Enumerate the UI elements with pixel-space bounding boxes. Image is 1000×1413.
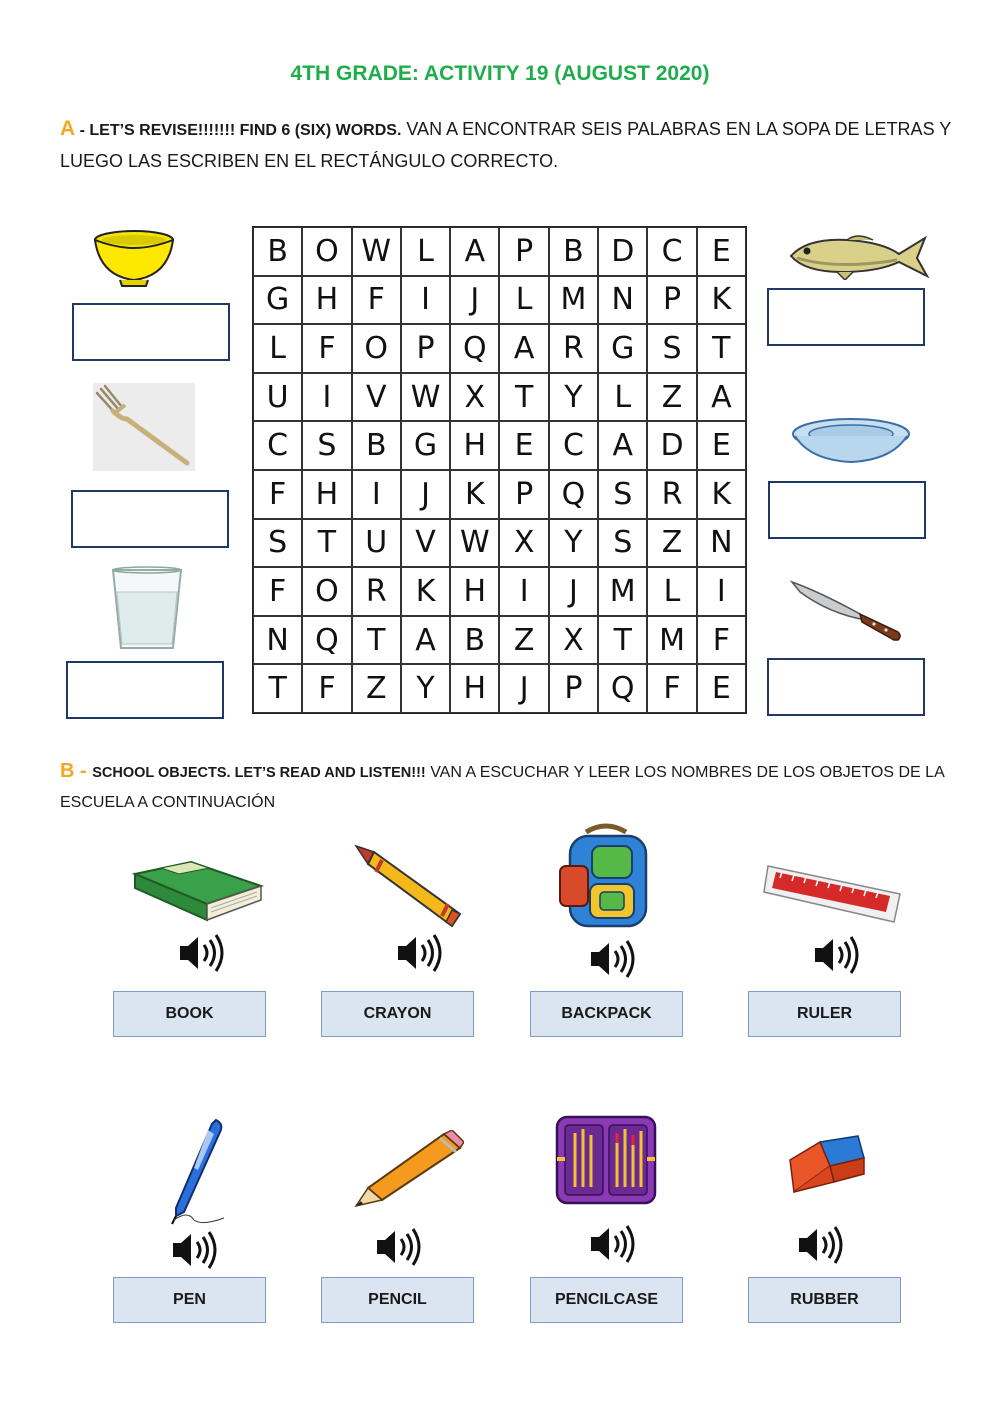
plate-icon — [790, 416, 912, 466]
fork-icon — [93, 383, 195, 471]
section-a-instructions — [60, 113, 960, 177]
grid-cell[interactable]: Y — [549, 519, 598, 568]
label-crayon: CRAYON — [321, 991, 474, 1037]
grid-cell[interactable]: E — [697, 664, 746, 713]
grid-cell[interactable]: P — [499, 470, 548, 519]
grid-cell[interactable]: R — [352, 567, 401, 616]
grid-cell[interactable]: C — [253, 421, 302, 470]
section-a-text: VAN A ENCONTRAR SEIS PALABRAS EN LA SOPA DE LETRAS Y LUEGO LAS ESCRIBEN EN EL RECTÁNGULO CORRECTO. — [60, 119, 951, 171]
grid-cell[interactable]: O — [302, 227, 351, 276]
grid-cell[interactable]: H — [302, 470, 351, 519]
grid-cell[interactable]: M — [598, 567, 647, 616]
grid-cell[interactable]: P — [647, 276, 696, 325]
pen-icon — [168, 1116, 228, 1226]
grid-cell[interactable]: G — [253, 276, 302, 325]
grid-cell[interactable]: F — [352, 276, 401, 325]
grid-cell[interactable]: X — [450, 373, 499, 422]
grid-cell[interactable]: L — [598, 373, 647, 422]
book-icon — [131, 858, 265, 924]
label-rubber: RUBBER — [748, 1277, 901, 1323]
grid-cell[interactable]: Z — [647, 373, 696, 422]
speaker-icon-pen[interactable] — [171, 1230, 219, 1270]
grid-cell[interactable]: Z — [352, 664, 401, 713]
section-a-letter: A — [60, 117, 76, 140]
grid-cell[interactable]: H — [450, 421, 499, 470]
answer-box-fish[interactable] — [767, 288, 925, 346]
grid-cell[interactable]: S — [647, 324, 696, 373]
bowl-icon — [92, 226, 176, 290]
pencil-icon — [352, 1130, 464, 1208]
grid-cell[interactable]: T — [598, 616, 647, 665]
section-a-heading: - LET’S REVISE!!!!!!! FIND 6 (SIX) WORDS. — [75, 122, 402, 139]
grid-cell[interactable]: V — [352, 373, 401, 422]
grid-cell[interactable]: F — [302, 324, 351, 373]
grid-cell[interactable]: J — [549, 567, 598, 616]
grid-cell[interactable]: J — [499, 664, 548, 713]
grid-cell[interactable]: R — [647, 470, 696, 519]
speaker-icon-pencil[interactable] — [375, 1227, 423, 1267]
answer-box-knife[interactable] — [767, 658, 925, 716]
grid-cell[interactable]: A — [697, 373, 746, 422]
grid-cell[interactable]: W — [401, 373, 450, 422]
grid-cell[interactable]: B — [450, 616, 499, 665]
grid-cell[interactable]: Q — [549, 470, 598, 519]
grid-cell[interactable]: I — [401, 276, 450, 325]
grid-cell[interactable]: P — [549, 664, 598, 713]
grid-cell[interactable]: M — [549, 276, 598, 325]
grid-cell[interactable]: R — [549, 324, 598, 373]
grid-cell[interactable]: U — [352, 519, 401, 568]
grid-cell[interactable]: K — [450, 470, 499, 519]
grid-cell[interactable]: N — [253, 616, 302, 665]
label-backpack: BACKPACK — [530, 991, 683, 1037]
grid-cell[interactable]: M — [647, 616, 696, 665]
label-ruler: RULER — [748, 991, 901, 1037]
backpack-icon — [556, 822, 658, 930]
grid-cell[interactable]: C — [549, 421, 598, 470]
glass-icon — [110, 566, 184, 652]
grid-cell[interactable]: I — [499, 567, 548, 616]
grid-cell[interactable]: D — [647, 421, 696, 470]
grid-cell[interactable]: L — [499, 276, 548, 325]
grid-cell[interactable]: Z — [499, 616, 548, 665]
answer-box-fork[interactable] — [71, 490, 229, 548]
section-b-dash: - — [74, 760, 93, 782]
grid-cell[interactable]: S — [598, 470, 647, 519]
grid-cell[interactable]: B — [352, 421, 401, 470]
grid-cell[interactable]: W — [352, 227, 401, 276]
grid-cell[interactable]: T — [253, 664, 302, 713]
grid-cell[interactable]: I — [697, 567, 746, 616]
grid-cell[interactable]: Y — [549, 373, 598, 422]
grid-cell[interactable]: O — [352, 324, 401, 373]
grid-cell[interactable]: A — [450, 227, 499, 276]
grid-cell[interactable]: F — [253, 470, 302, 519]
grid-cell[interactable]: K — [697, 276, 746, 325]
grid-cell[interactable]: T — [499, 373, 548, 422]
grid-cell[interactable]: X — [499, 519, 548, 568]
grid-cell[interactable]: S — [253, 519, 302, 568]
grid-cell[interactable]: H — [302, 276, 351, 325]
answer-box-glass[interactable] — [66, 661, 224, 719]
grid-cell[interactable]: G — [401, 421, 450, 470]
label-pencilcase: PENCILCASE — [530, 1277, 683, 1323]
knife-icon — [790, 578, 904, 644]
speaker-icon-ruler[interactable] — [813, 935, 861, 975]
label-book: BOOK — [113, 991, 266, 1037]
page-title: 4TH GRADE: ACTIVITY 19 (AUGUST 2020) — [290, 62, 710, 85]
grid-cell[interactable]: Y — [401, 664, 450, 713]
grid-cell[interactable]: F — [697, 616, 746, 665]
grid-cell[interactable]: H — [450, 567, 499, 616]
label-pencil: PENCIL — [321, 1277, 474, 1323]
grid-cell[interactable]: O — [302, 567, 351, 616]
grid-cell[interactable]: G — [598, 324, 647, 373]
grid-cell[interactable]: J — [401, 470, 450, 519]
grid-cell[interactable]: S — [302, 421, 351, 470]
grid-cell[interactable]: X — [549, 616, 598, 665]
grid-cell[interactable]: E — [499, 421, 548, 470]
section-b-text: VAN A ESCUCHAR Y LEER LOS NOMBRES DE LOS OBJETOS DE LA ESCUELA A CONTINUACIÓN — [60, 764, 944, 811]
section-b-instructions — [60, 757, 960, 817]
grid-cell[interactable]: K — [697, 470, 746, 519]
grid-cell[interactable]: Z — [647, 519, 696, 568]
grid-cell[interactable]: Q — [302, 616, 351, 665]
grid-cell[interactable]: E — [697, 421, 746, 470]
crayon-icon — [352, 842, 466, 930]
speaker-icon-crayon[interactable] — [396, 933, 444, 973]
grid-cell[interactable]: I — [352, 470, 401, 519]
grid-cell[interactable]: L — [647, 567, 696, 616]
answer-box-plate[interactable] — [768, 481, 926, 539]
grid-cell[interactable]: T — [697, 324, 746, 373]
grid-cell[interactable]: A — [499, 324, 548, 373]
grid-cell[interactable]: H — [450, 664, 499, 713]
grid-cell[interactable]: K — [401, 567, 450, 616]
label-pen: PEN — [113, 1277, 266, 1323]
section-b-letter: B — [60, 760, 75, 782]
rubber-icon — [786, 1134, 866, 1204]
grid-cell[interactable]: N — [598, 276, 647, 325]
ruler-icon — [762, 860, 902, 928]
grid-cell[interactable]: Q — [450, 324, 499, 373]
grid-cell[interactable]: B — [549, 227, 598, 276]
grid-cell[interactable]: W — [450, 519, 499, 568]
section-b-heading: SCHOOL OBJECTS. LET’S READ AND LISTEN!!! — [92, 765, 426, 781]
grid-cell[interactable]: T — [352, 616, 401, 665]
grid-cell[interactable]: A — [401, 616, 450, 665]
grid-cell[interactable]: P — [401, 324, 450, 373]
grid-cell[interactable]: J — [450, 276, 499, 325]
grid-cell[interactable]: I — [302, 373, 351, 422]
speaker-icon-backpack[interactable] — [589, 939, 637, 979]
grid-cell[interactable]: B — [253, 227, 302, 276]
grid-cell[interactable]: V — [401, 519, 450, 568]
speaker-icon-rubber[interactable] — [797, 1225, 845, 1265]
grid-cell[interactable]: P — [499, 227, 548, 276]
word-search-grid[interactable] — [252, 226, 747, 714]
grid-cell[interactable]: T — [302, 519, 351, 568]
grid-cell[interactable]: S — [598, 519, 647, 568]
grid-cell[interactable]: F — [302, 664, 351, 713]
grid-cell[interactable]: F — [647, 664, 696, 713]
fish-icon — [787, 232, 929, 280]
grid-cell[interactable]: U — [253, 373, 302, 422]
pencilcase-icon — [555, 1113, 657, 1207]
grid-cell[interactable]: A — [598, 421, 647, 470]
answer-box-bowl[interactable] — [72, 303, 230, 361]
speaker-icon-pencilcase[interactable] — [589, 1224, 637, 1264]
grid-cell[interactable]: C — [647, 227, 696, 276]
speaker-icon-book[interactable] — [178, 933, 226, 973]
grid-cell[interactable]: L — [253, 324, 302, 373]
grid-cell[interactable]: D — [598, 227, 647, 276]
grid-cell[interactable]: N — [697, 519, 746, 568]
grid-cell[interactable]: L — [401, 227, 450, 276]
grid-cell[interactable]: E — [697, 227, 746, 276]
grid-cell[interactable]: Q — [598, 664, 647, 713]
grid-cell[interactable]: F — [253, 567, 302, 616]
